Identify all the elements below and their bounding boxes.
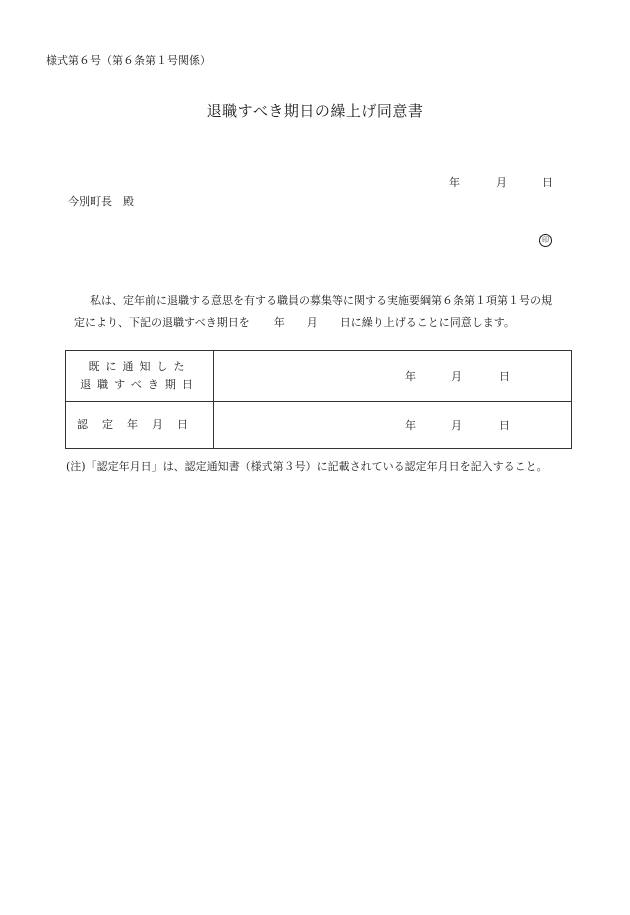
consent-text-line-1: 私は、定年前に退職する意思を有する職員の募集等に関する実施要綱第６条第１項第１号の規 [90, 294, 552, 307]
notified-retirement-date-label [66, 351, 214, 402]
addressee: 今別町長 殿 [68, 195, 134, 208]
day-label: 日 [499, 370, 510, 383]
form-number: 様式第６号（第６条第１号関係） [46, 54, 211, 67]
notified-retirement-date-field[interactable] [214, 351, 572, 402]
year-label: 年 [405, 419, 416, 432]
approval-date-label [66, 402, 214, 449]
seal-icon: 印 [539, 234, 552, 247]
table-row [66, 351, 572, 402]
footnote: (注)「認定年月日」は、認定通知書（様式第３号）に記載されている認定年月日を記入すること。 [66, 460, 548, 473]
date-month-label: 月 [496, 176, 507, 189]
table-row [66, 402, 572, 449]
consent-month-label: 月 [306, 316, 318, 329]
month-label: 月 [451, 419, 462, 432]
day-label: 日 [499, 419, 510, 432]
date-year-label: 年 [449, 176, 460, 189]
month-label: 月 [451, 370, 462, 383]
consent-year-label: 年 [273, 316, 285, 329]
date-day-label: 日 [542, 176, 553, 189]
document-title: 退職すべき期日の繰上げ同意書 [206, 102, 424, 120]
date-records-table [65, 350, 572, 449]
consent-text-prefix: 定により、下記の退職すべき期日を [74, 316, 250, 329]
consent-text-suffix: 日に繰り上げることに同意します。 [339, 316, 515, 329]
label-line: 認定年月日 [77, 418, 202, 431]
approval-date-field[interactable] [214, 402, 572, 449]
label-line: 既に通知した [88, 360, 191, 373]
consent-text-line-2 [74, 314, 515, 330]
label-line: 退職すべき期日 [80, 378, 199, 391]
year-label: 年 [405, 370, 416, 383]
